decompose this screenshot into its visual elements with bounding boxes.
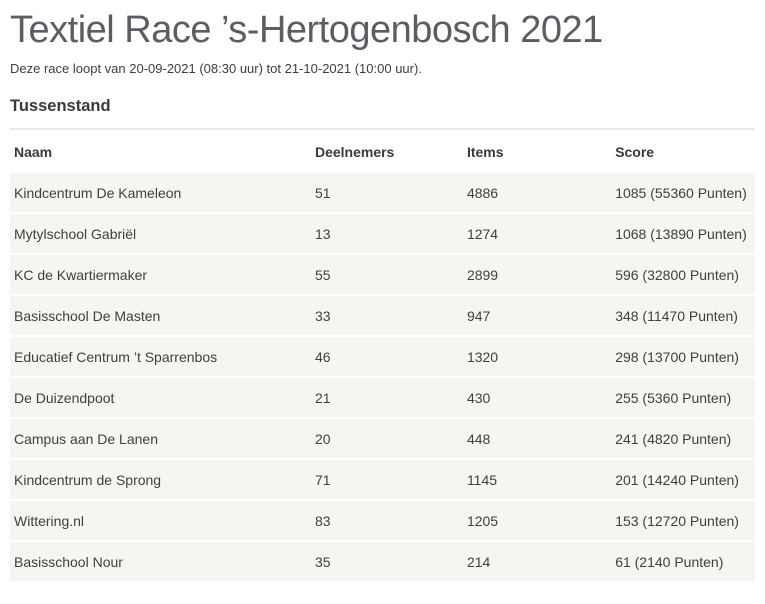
cell-items: 4886 xyxy=(466,184,499,201)
table-row xyxy=(10,254,755,295)
cell-deelnemers: 83 xyxy=(314,512,331,529)
cell-naam: Mytylschool Gabriël xyxy=(14,225,137,242)
cell-items: 1205 xyxy=(466,512,499,529)
table-header-row xyxy=(10,129,755,173)
cell-deelnemers: 35 xyxy=(314,553,331,570)
cell-score: 298 (13700 Punten) xyxy=(615,348,739,365)
race-period-text: Deze race loopt van 20-09-2021 (08:30 uur) tot 21-10-2021 (10:00 uur). xyxy=(10,60,422,76)
column-header-naam: Naam xyxy=(10,129,311,173)
table-row xyxy=(10,173,755,213)
cell-deelnemers: 13 xyxy=(314,225,331,242)
cell-deelnemers: 55 xyxy=(314,266,331,283)
cell-deelnemers: 71 xyxy=(314,471,331,488)
table-row xyxy=(10,377,755,418)
cell-items: 448 xyxy=(466,430,491,447)
cell-naam: De Duizendpoot xyxy=(14,389,115,406)
cell-score: 1085 (55360 Punten) xyxy=(615,184,747,201)
table-header xyxy=(10,129,755,173)
cell-items: 1274 xyxy=(466,225,499,242)
cell-deelnemers: 33 xyxy=(314,307,331,324)
page-title: Textiel Race ’s-Hertogenbosch 2021 xyxy=(10,9,603,51)
page-container xyxy=(0,9,765,583)
cell-naam: Kindcentrum de Sprong xyxy=(14,471,162,488)
cell-deelnemers: 20 xyxy=(314,430,331,447)
column-header-items: Items xyxy=(463,129,611,173)
standings-table xyxy=(10,128,755,583)
cell-naam: Wittering.nl xyxy=(14,512,85,529)
cell-deelnemers: 46 xyxy=(314,348,331,365)
table-row xyxy=(10,295,755,336)
cell-score: 348 (11470 Punten) xyxy=(615,307,738,324)
table-row xyxy=(10,541,755,582)
table-body xyxy=(10,173,755,582)
table-row xyxy=(10,418,755,459)
cell-score: 241 (4820 Punten) xyxy=(615,430,732,447)
column-header-score: Score xyxy=(611,129,755,173)
cell-naam: Campus aan De Lanen xyxy=(14,430,158,447)
cell-items: 1320 xyxy=(466,348,499,365)
cell-naam: Basisschool De Masten xyxy=(14,307,161,324)
cell-items: 1145 xyxy=(466,471,498,488)
cell-naam: KC de Kwartiermaker xyxy=(14,266,148,283)
cell-score: 1068 (13890 Punten) xyxy=(615,225,747,242)
table-row xyxy=(10,336,755,377)
table-row xyxy=(10,459,755,500)
cell-deelnemers: 21 xyxy=(314,389,331,406)
cell-score: 61 (2140 Punten) xyxy=(615,553,724,570)
cell-score: 201 (14240 Punten) xyxy=(615,471,739,488)
cell-items: 430 xyxy=(466,389,491,406)
cell-naam: Educatief Centrum ’t Sparrenbos xyxy=(14,348,218,365)
cell-items: 2899 xyxy=(466,266,499,283)
table-row xyxy=(10,500,755,541)
column-header-deelnemers: Deelnemers xyxy=(311,129,463,173)
cell-score: 596 (32800 Punten) xyxy=(615,266,739,283)
cell-naam: Basisschool Nour xyxy=(14,553,123,570)
cell-score: 255 (5360 Punten) xyxy=(615,389,732,406)
cell-items: 947 xyxy=(466,307,491,324)
cell-deelnemers: 51 xyxy=(314,184,331,201)
cell-items: 214 xyxy=(466,553,491,570)
cell-score: 153 (12720 Punten) xyxy=(615,512,739,529)
table-row xyxy=(10,213,755,254)
section-heading-tussenstand: Tussenstand xyxy=(10,96,111,115)
cell-naam: Kindcentrum De Kameleon xyxy=(14,184,182,201)
